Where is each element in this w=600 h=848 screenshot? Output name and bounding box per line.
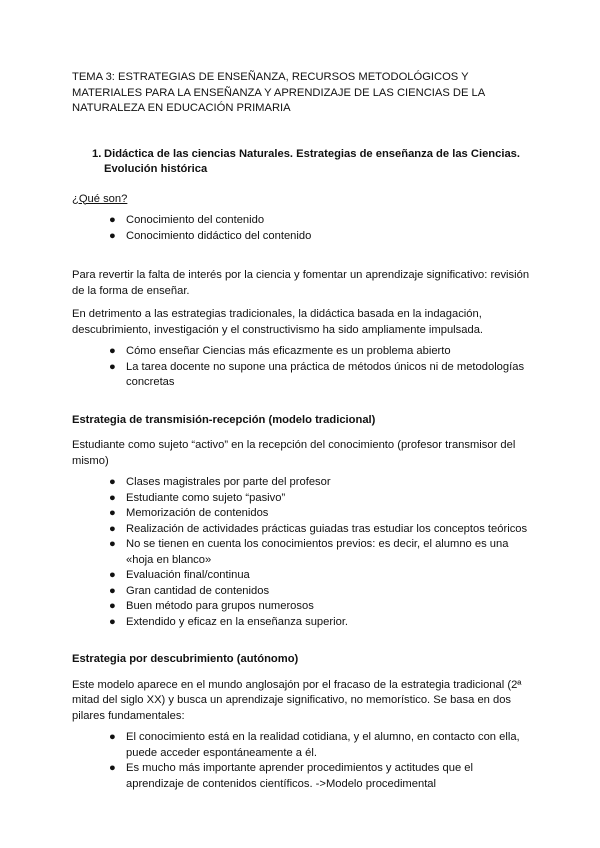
bullet-icon: ●: [109, 360, 116, 373]
list-item: ● La tarea docente no supone una práctica de métodos únicos ni de metodologías concretas: [109, 360, 525, 388]
bullet-icon: ●: [109, 476, 116, 488]
bullet-icon: ●: [109, 569, 116, 581]
bullet-icon: ●: [109, 615, 116, 628]
bullet-icon: ●: [109, 584, 116, 597]
section-3-heading: Estrategia por descubrimiento (autónomo): [72, 653, 299, 665]
bullet-icon: ●: [109, 600, 116, 612]
section-2-heading: Estrategia de transmisión-recepción (modelo tradicional): [72, 413, 376, 426]
paragraph: Estudiante como sujeto “activo” en la recepción del conocimiento (profesor transmisor del mismo): [72, 439, 516, 467]
bullet-icon: ●: [109, 538, 116, 550]
list-item: ● Memorización de contenidos: [72, 506, 532, 522]
paragraph: Este modelo aparece en el mundo anglosajón por el fracaso de la estrategia tradicional (2ª mitad del siglo XX) y busca un aprendizaje significativo, no memorístico. Se basa en dos pilares fundamentales:: [72, 678, 522, 722]
bullet-list-1: [72, 213, 532, 244]
document-page: [72, 70, 532, 792]
list-item: ● Es mucho más importante aprender procedimientos y actitudes que el aprendizaje de contenidos científicos. ->Modelo procedimental: [109, 762, 473, 790]
bullet-icon: ●: [109, 214, 116, 226]
list-item: ● Cómo enseñar Ciencias más eficazmente es un problema abierto: [72, 344, 532, 360]
bullet-icon: ●: [109, 229, 116, 242]
list-item: ● El conocimiento está en la realidad cotidiana, y el alumno, en contacto con ella, puede acceder espontáneamente a él.: [109, 731, 520, 759]
bullet-icon: ●: [109, 731, 116, 743]
list-item: ● Evaluación final/continua: [72, 568, 532, 584]
bullet-icon: ●: [109, 491, 116, 504]
list-item: ● Clases magistrales por parte del profesor: [72, 475, 532, 491]
document-title: TEMA 3: ESTRATEGIAS DE ENSEÑANZA, RECURSOS METODOLÓGICOS Y MATERIALES PARA LA ENSEÑANZA Y APRENDIZAJE DE LAS CIENCIAS DE LA NATURALEZA EN EDUCACIÓN PRIMARIA: [72, 71, 485, 114]
bullet-list-2: [72, 344, 532, 391]
bullet-icon: ●: [109, 507, 116, 519]
list-item: ● Estudiante como sujeto “pasivo”: [72, 491, 532, 507]
question-subheading: ¿Qué son?: [72, 192, 128, 205]
list-item: ● No se tienen en cuenta los conocimientos previos: es decir, el alumno es una «hoja en blanco»: [109, 538, 509, 566]
list-item: ● Realización de actividades prácticas guiadas tras estudiar los conceptos teóricos: [72, 522, 532, 538]
section-number: 1.: [92, 147, 102, 160]
list-item: ● Conocimiento del contenido: [72, 213, 532, 229]
list-item: ● Gran cantidad de contenidos: [72, 584, 532, 600]
bullet-list-4: [72, 730, 532, 792]
paragraph: Para revertir la falta de interés por la ciencia y fomentar un aprendizaje significativo: revisión de la forma de enseñar.: [72, 269, 530, 297]
list-item: ● Buen método para grupos numerosos: [72, 599, 532, 615]
bullet-icon: ●: [109, 522, 116, 535]
section-1-heading-text: Didáctica de las ciencias Naturales. Estrategias de enseñanza de las Ciencias. Evolución histórica: [104, 147, 521, 175]
bullet-icon: ●: [109, 345, 116, 357]
list-item: ● Conocimiento didáctico del contenido: [72, 229, 532, 245]
section-1-heading: [72, 147, 532, 178]
bullet-icon: ●: [109, 762, 116, 774]
paragraph: En detrimento a las estrategias tradicionales, la didáctica basada en la indagación, descubrimiento, investigación y el constructivismo ha sido ampliamente impulsada.: [72, 308, 484, 336]
list-item: ● Extendido y eficaz en la enseñanza superior.: [72, 615, 532, 631]
bullet-list-3: [72, 475, 532, 630]
